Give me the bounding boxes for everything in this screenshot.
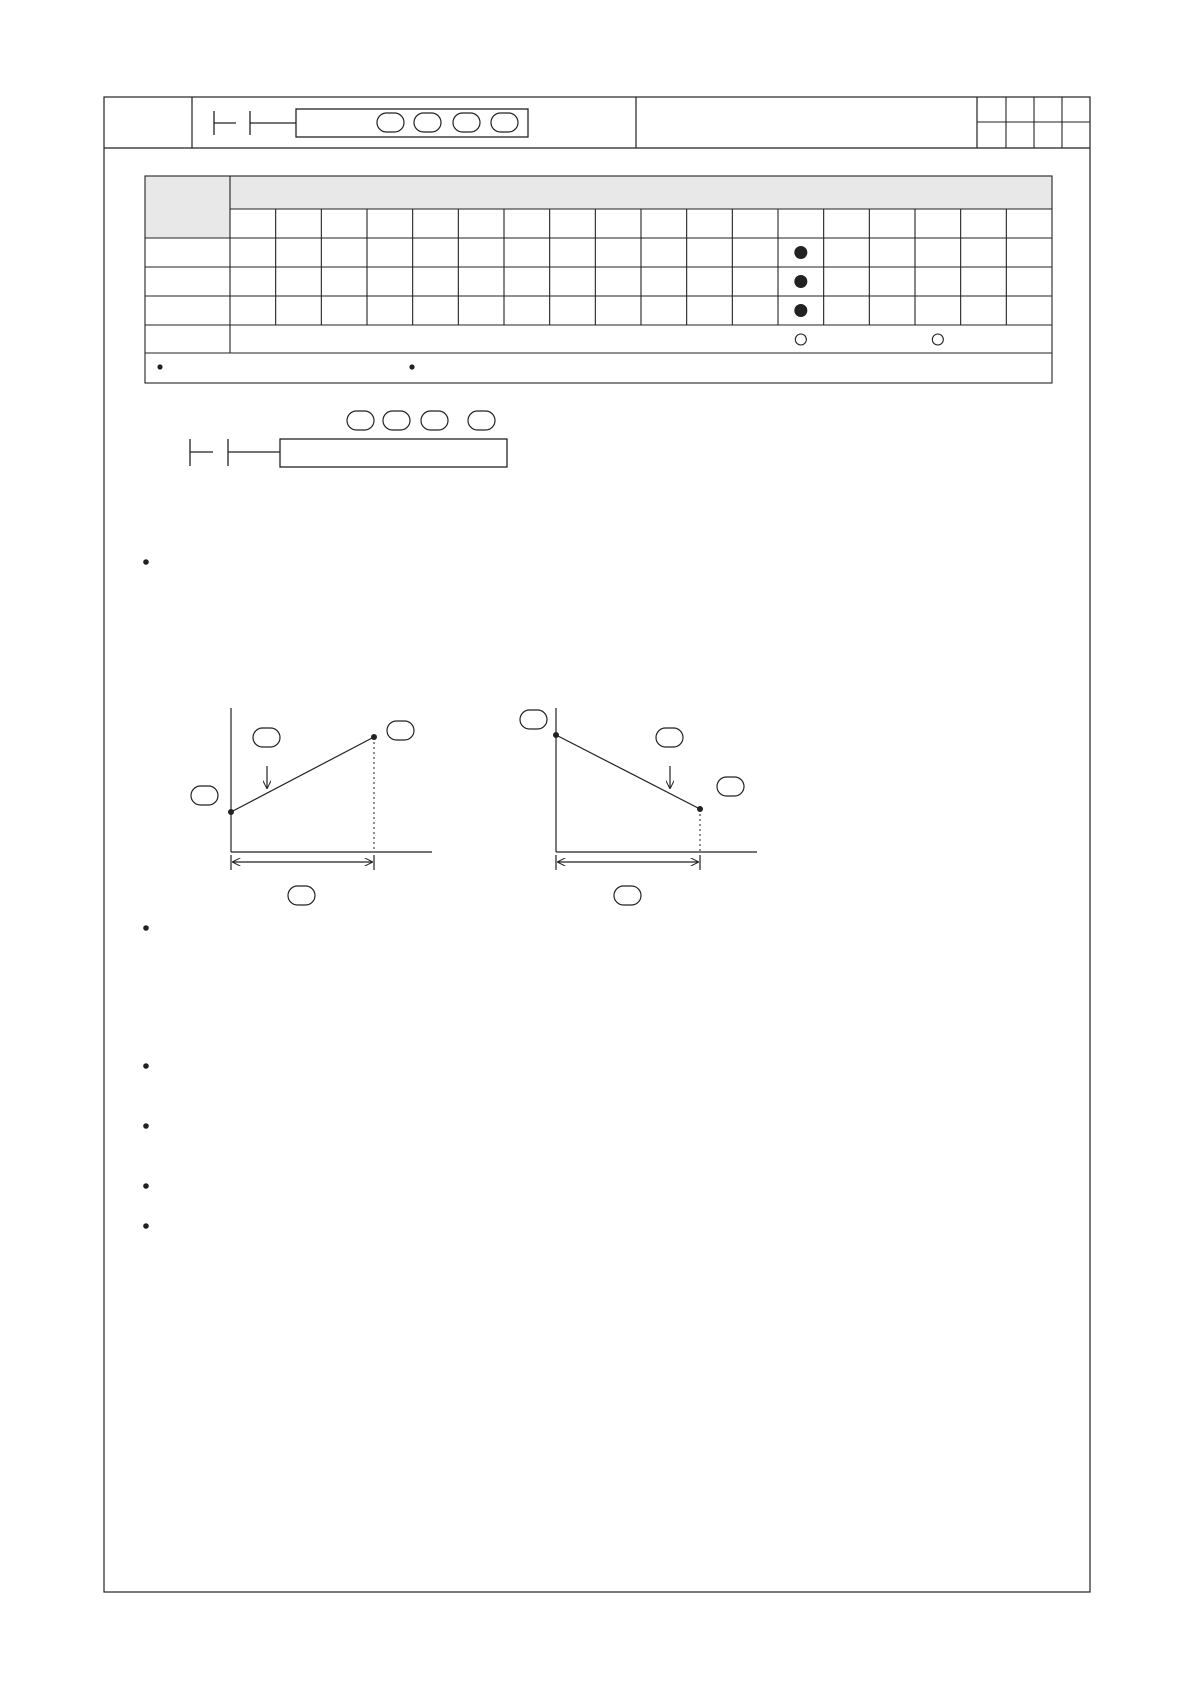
operand-oval [520, 710, 547, 729]
end-point [697, 806, 703, 812]
operand-oval [656, 728, 683, 747]
operand-oval [614, 886, 641, 905]
start-point [553, 732, 559, 738]
operand-oval [717, 777, 744, 796]
